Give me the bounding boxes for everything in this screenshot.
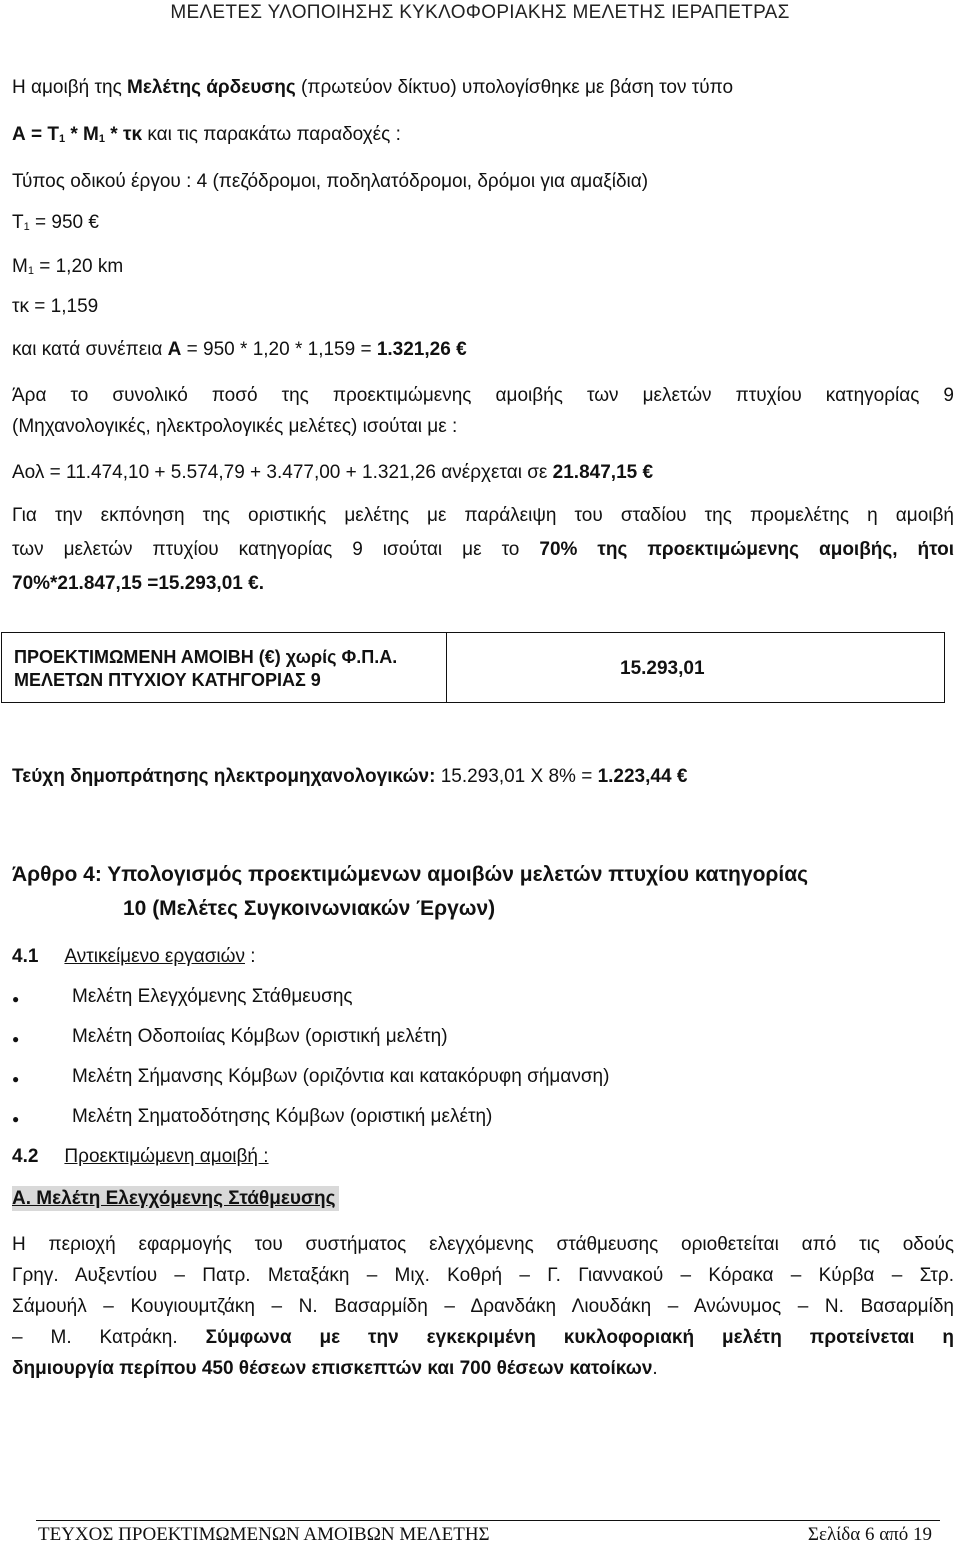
final-paragraph-line2: των μελετών πτυχίου κατηγορίας 9 ισούται με το 70% της προεκτιμώμενης αμοιβής, ήτοι bbox=[12, 539, 954, 560]
sum-line: Αολ = 11.474,10 + 5.574,79 + 3.477,00 + 1.321,26 ανέρχεται σε 21.847,15 € bbox=[12, 462, 654, 483]
footer-rule bbox=[36, 1520, 940, 1521]
total-paragraph-line1: Άρα το συνολικό ποσό της προεκτιμώμενης αμοιβής των μελετών πτυχίου κατηγορίας 9 bbox=[12, 385, 954, 406]
list-item: Μελέτη Σήμανσης Κόμβων (οριζόντια και κατακόρυφη σήμανση) bbox=[72, 1066, 610, 1087]
footer-document-title: ΤΕΥΧΟΣ ΠΡΟΕΚΤΙΜΩΜΕΝΩΝ ΑΜΟΙΒΩΝ ΜΕΛΕΤΗΣ bbox=[38, 1524, 490, 1545]
paragraph-fee-intro: Η αμοιβή της Μελέτης άρδευσης (πρωτεύον δίκτυο) υπολογίσθηκε με βάση τον τύπο bbox=[12, 77, 734, 98]
parking-paragraph-line5: δημιουργία περίπου 450 θέσεων επισκεπτών και 700 θέσεων κατοίκων. bbox=[12, 1358, 658, 1379]
bullet-icon: ● bbox=[12, 1112, 20, 1126]
fee-label-line1: ΠΡΟΕΚΤΙΜΩΜΕΝΗ ΑΜΟΙΒΗ (€) χωρίς Φ.Π.Α. bbox=[14, 647, 398, 667]
list-item: Μελέτη Ελεγχόμενης Στάθμευσης bbox=[72, 986, 353, 1007]
page-header: ΜΕΛΕΤΕΣ ΥΛΟΠΟΙΗΣΗΣ ΚΥΚΛΟΦΟΡΙΑΚΗΣ ΜΕΛΕΤΗΣ ΙΕΡΑΠΕΤΡΑΣ bbox=[170, 2, 790, 23]
parking-paragraph-line2: Γρηγ. Αυξεντίου – Πατρ. Μεταξάκη – Μιχ. Κοθρή – Γ. Γιαννακού – Κόρακα – Κύρβα – Στρ. bbox=[12, 1265, 954, 1286]
section-4-2-heading: 4.2 Προεκτιμώμενη αμοιβή : bbox=[12, 1146, 269, 1167]
list-item: Μελέτη Οδοποιίας Κόμβων (οριστική μελέτη) bbox=[72, 1026, 448, 1047]
final-paragraph-line3: 70%*21.847,15 =15.293,01 €. bbox=[12, 573, 264, 594]
tk-line: τκ = 1,159 bbox=[12, 296, 99, 317]
table-divider bbox=[446, 633, 447, 702]
section-a-heading: Α. Μελέτη Ελεγχόμενης Στάθμευσης bbox=[12, 1188, 339, 1210]
tender-documents-line: Τεύχη δημοπράτησης ηλεκτρομηχανολογικών: 15.293,01 Χ 8% = 1.223,44 € bbox=[12, 766, 688, 787]
fee-label-line2: ΜΕΛΕΤΩΝ ΠΤΥΧΙΟΥ ΚΑΤΗΓΟΡΙΑΣ 9 bbox=[14, 670, 321, 690]
bullet-icon: ● bbox=[12, 1072, 20, 1086]
parking-paragraph-line4: – Μ. Κατράκη. Σύμφωνα με την εγκεκριμένη κυκλοφοριακή μελέτη προτείνεται η bbox=[12, 1327, 955, 1348]
fee-summary-table bbox=[1, 632, 945, 703]
t1-line: $T_1 = 950$ € bbox=[12, 212, 99, 233]
total-paragraph-line2: (Μηχανολογικές, ηλεκτρολογικές μελέτες) ισούται με : bbox=[12, 416, 458, 437]
parking-paragraph-line3: Σάμουήλ – Κουγιουμτζάκη – Ν. Βασαρμίδη – Δρανδάκη Λιουδάκη – Ανώνυμος – Ν. Βασαρμίδη bbox=[12, 1296, 954, 1317]
article-4-heading: Άρθρο 4: Υπολογισμός προεκτιμώμενων αμοιβών μελετών πτυχίου κατηγορίας 10 (Μελέτες Συγκοινωνιακών Έργων) bbox=[12, 863, 809, 920]
formula-line: $A = T_1 * M_1 * \tau\kappa$ και τις παρακάτω παραδοχές : bbox=[12, 124, 401, 145]
road-type-line: Τύπος οδικού έργου : 4 (πεζόδρομοι, ποδηλατόδρομοι, δρόμοι για αμαξίδια) bbox=[12, 171, 649, 192]
parking-paragraph-line1: Η περιοχή εφαρμογής του συστήματος ελεγχόμενης στάθμευσης οριοθετείται από τις οδούς bbox=[12, 1234, 954, 1255]
footer-page-number: Σελίδα 6 από 19 bbox=[807, 1524, 932, 1545]
fee-value: 15.293,01 bbox=[620, 658, 705, 679]
list-item: Μελέτη Σηματοδότησης Κόμβων (οριστική μελέτη) bbox=[72, 1106, 493, 1127]
m1-line: $M_1 = 1,20$ km bbox=[12, 256, 124, 277]
bullet-icon: ● bbox=[12, 992, 20, 1006]
section-4-1-heading: 4.1 Αντικείμενο εργασιών : bbox=[12, 946, 256, 967]
bullet-icon: ● bbox=[12, 1032, 20, 1046]
final-paragraph-line1: Για την εκπόνηση της οριστικής μελέτης με παράλειψη του σταδίου της προμελέτης η αμοιβή bbox=[12, 505, 954, 526]
consequently-line: και κατά συνέπεια Α = 950 * 1,20 * 1,159 = 1.321,26 € bbox=[12, 339, 467, 360]
